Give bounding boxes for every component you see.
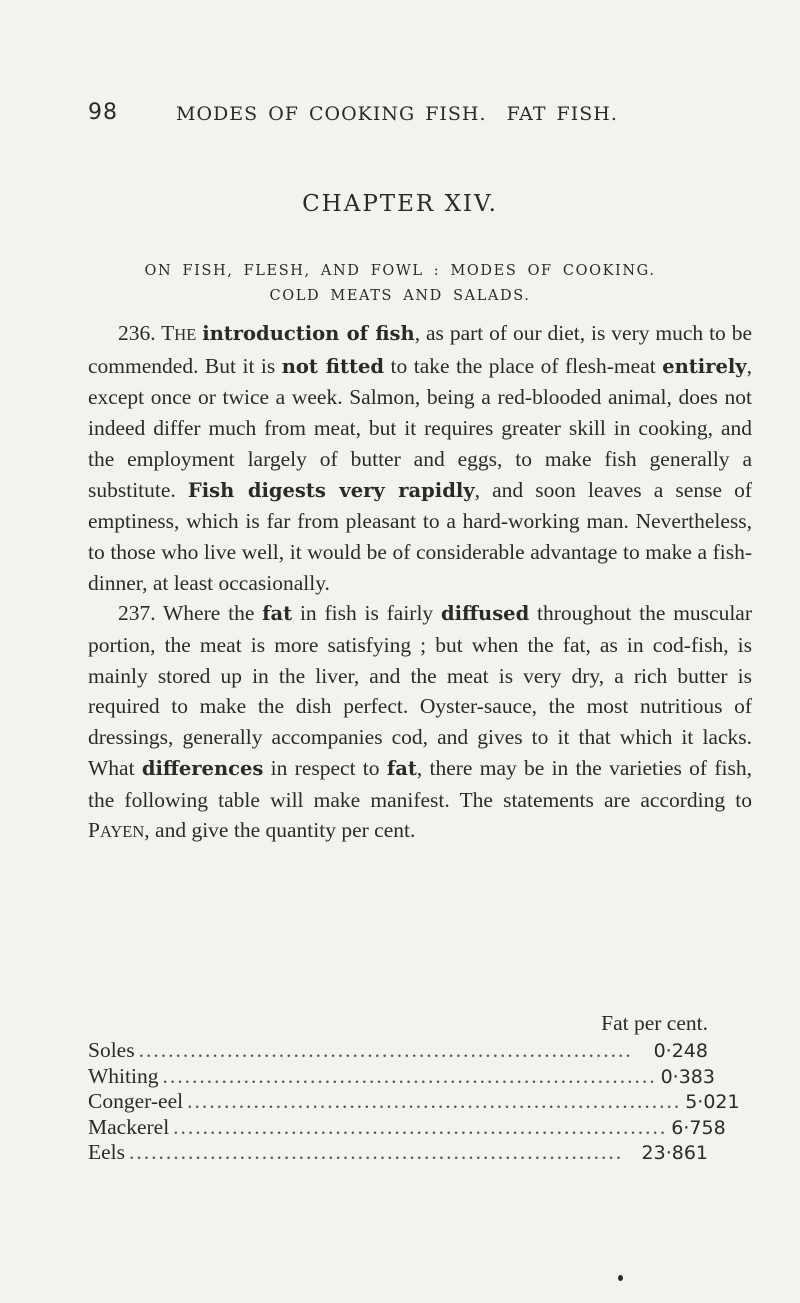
bold-phrase: fat [386, 756, 417, 780]
bold-phrase: fat [262, 602, 293, 626]
paragraph-236 [88, 318, 752, 598]
table-row [88, 1114, 726, 1141]
small-caps-run: HE [174, 325, 197, 344]
text-run: 237. Where the [118, 601, 263, 626]
table-row [88, 1063, 715, 1090]
fish-name: Mackerel [88, 1114, 170, 1139]
bold-phrase: differences [141, 756, 264, 780]
fish-name: Soles [88, 1038, 135, 1062]
table-row [88, 1140, 708, 1166]
dot-leader: ................................................................... [187, 1089, 682, 1113]
fat-value: 0·383 [660, 1065, 715, 1088]
text-run: in respect to [263, 755, 387, 780]
running-title: MODES OF COOKING FISH. FAT FISH. [176, 103, 618, 125]
fat-percent-table [88, 1010, 740, 1166]
chapter-title: CHAPTER XIV. [302, 191, 498, 217]
text-run: throughout the muscular portion, the meat is more satisfying ; but when the fat, as in cod-fish, is mainly stored up in the liver, and the meat is very dry, a rich butter is required to make the dish perfect. Oyster-sauce, the most nutritious of dressings, generally accompanies cod, and gives to it that which it lacks. What [88, 601, 752, 780]
dot-leader: ................................................................... [129, 1140, 624, 1164]
text-run: , and soon leaves a sense of emptiness, which is far from pleasant to a hard-working man. Nevertheless, to those who live well, it would be of considerable advantage to make a fish-dinner, at least occasionally. [88, 477, 752, 595]
body-text [88, 318, 752, 848]
fat-value: 6·758 [671, 1116, 726, 1139]
small-caps-run: AYEN [99, 822, 145, 842]
bold-phrase: not fitted [281, 354, 385, 378]
text-run: , as part of our diet, is very much to be commended. But it is [88, 321, 752, 378]
fish-name: Conger-eel [88, 1089, 184, 1113]
table-column-header: Fat per cent. [601, 1011, 708, 1035]
text-run: , except once or twice a week. Salmon, being a red-blooded animal, does not indeed differ much from meat, but it requires greater skill in cooking, and the employment largely of butter and eggs, to make fish generally a substitute. [88, 353, 752, 502]
bold-phrase: introduction of fish [202, 322, 415, 345]
table-row [88, 1089, 740, 1115]
text-run: 236. T [118, 321, 175, 345]
running-head [88, 100, 738, 132]
text-run: to take the place of flesh-meat [384, 353, 663, 378]
fat-value: 5·021 [685, 1091, 740, 1113]
fat-value: 0·248 [653, 1040, 708, 1062]
fish-name: Whiting [88, 1063, 159, 1088]
text-run: in fish is fairly [292, 601, 441, 626]
bold-phrase: Fish digests very rapidly [187, 478, 475, 502]
bold-phrase: diffused [440, 602, 530, 626]
text-run: , and give the quantity per cent. [144, 818, 416, 843]
page-number: 98 [88, 100, 118, 125]
text-run: , there may be in the varieties of fish, the following table will make manifest. The statements are according to P [88, 755, 752, 843]
chapter-subtitle-line-1: ON FISH, FLESH, AND FOWL : MODES OF COOKING. [144, 263, 656, 279]
fish-name: Eels [88, 1140, 126, 1164]
table-row [88, 1038, 708, 1064]
dot-leader: ................................................................... [173, 1114, 668, 1139]
dot-leader: ................................................................... [138, 1038, 633, 1062]
chapter-subtitle-line-2: COLD MEATS AND SALADS. [269, 288, 531, 304]
printer-dot-mark [618, 1275, 623, 1281]
bold-phrase: entirely [662, 354, 747, 378]
fat-value: 23·861 [641, 1142, 708, 1164]
paragraph-237 [88, 598, 752, 848]
dot-leader: ................................................................... [162, 1063, 657, 1088]
